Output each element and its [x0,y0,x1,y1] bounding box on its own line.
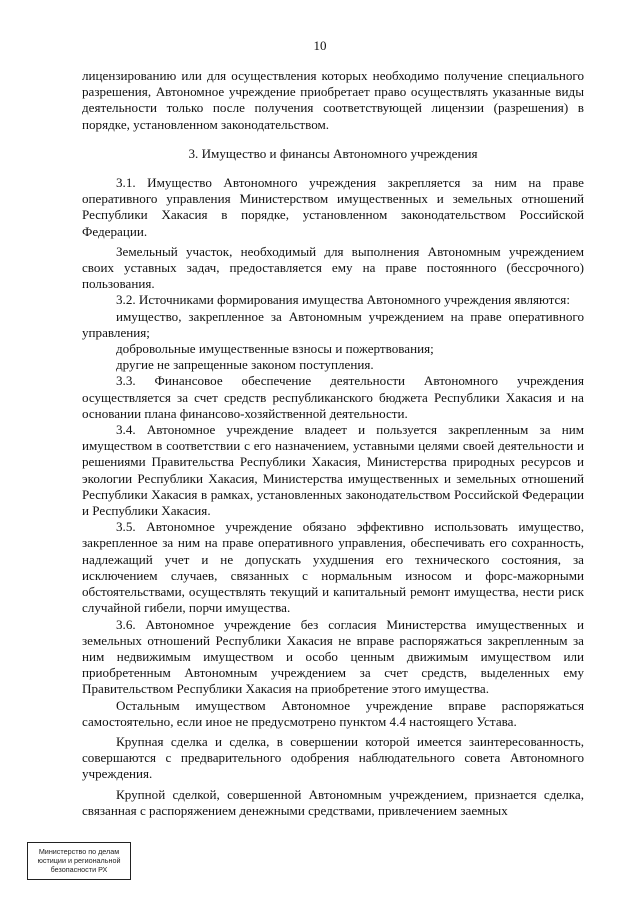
paragraph-3-5: 3.5. Автономное учреждение обязано эффективно использовать имущество, закрепленное за ним на праве оперативного управления, обеспечивать его сохранность, надлежащий учет и не допускать ухудшения его технического состояния, за исключением случаев, связанных с нормальным износом и форс-мажорными обстоятельствами, осуществлять текущий и капитальный ремонт имущества, нести риск случайной гибели, порчи имущества. [82,519,584,616]
paragraph-3-6: 3.6. Автономное учреждение без согласия Министерства имущественных и земельных отношений Республики Хакасия не вправе распоряжаться закрепленным за ним недвижимым имуществом и особо ценным движимым имуществом или приобретенным Автономным учреждением за счет средств, выделенных ему Правительством Республики Хакасия на приобретение этого имущества. [82,616,584,697]
paragraph-3-4: 3.4. Автономное учреждение владеет и пользуется закрепленным за ним имуществом в соответствии с его назначением, уставными целями своей деятельности и решениями Правительства Республики Хакасия, Министерства природных ресурсов и экологии Республики Хакасия, Министерства имущественных и земельных отношений Республики Хакасия в рамках, установленных законодательством Российской Федерации и Республики Хакасия. [82,422,584,519]
stamp-line: безопасности РХ [50,865,108,874]
document-body [82,68,584,819]
stamp-line: юстиции и региональной [37,856,121,865]
list-item-contributions: добровольные имущественные взносы и пожертвования; [116,341,434,357]
stamp-line: Министерство по делам [38,847,120,856]
paragraph-major-transaction: Крупная сделка и сделка, в совершении которой имеется заинтересованность, совершаются с предварительного одобрения наблюдательного совета Автономного учреждения. [82,733,584,782]
paragraph-3-2: 3.2. Источниками формирования имущества Автономного учреждения являются: [116,292,570,308]
page-number: 10 [313,38,327,53]
paragraph-3-1: 3.1. Имущество Автономного учреждения закрепляется за ним на праве оперативного управления Министерством имущественных и земельных отношений Республики Хакасия в порядке, установленном законодательством Российской Федерации. [82,175,584,239]
paragraph-continuation: лицензированию или для осуществления которых необходимо получение специального разрешения, Автономное учреждение приобретает право осуществлять указанные виды деятельности только после получения соответствующей лицензии (разрешения) в порядке, установленном законодательством. [82,68,584,132]
paragraph-other-property: Остальным имуществом Автономное учреждение вправе распоряжаться самостоятельно, если иное не предусмотрено пунктом 4.4 настоящего Устава. [82,697,584,729]
list-item-property: имущество, закрепленное за Автономным учреждением на праве оперативного управления; [82,308,584,340]
paragraph-3-3: 3.3. Финансовое обеспечение деятельности Автономного учреждения осуществляется за счет средств республиканского бюджета Республики Хакасия и на основании плана финансово-хозяйственной деятельности. [82,373,584,421]
section-heading: 3. Имущество и финансы Автономного учреждения [188,145,478,161]
list-item-other-receipts: другие не запрещенные законом поступления. [116,357,374,373]
paragraph-land-plot: Земельный участок, необходимый для выполнения Автономным учреждением своих уставных задач, предоставляется ему на праве постоянного (бессрочного) пользования. [82,243,584,292]
ministry-stamp [27,842,131,880]
paragraph-major-transaction-definition: Крупной сделкой, совершенной Автономным учреждением, признается сделка, связанная с распоряжением денежными средствами, привлечением заемных [82,786,584,818]
